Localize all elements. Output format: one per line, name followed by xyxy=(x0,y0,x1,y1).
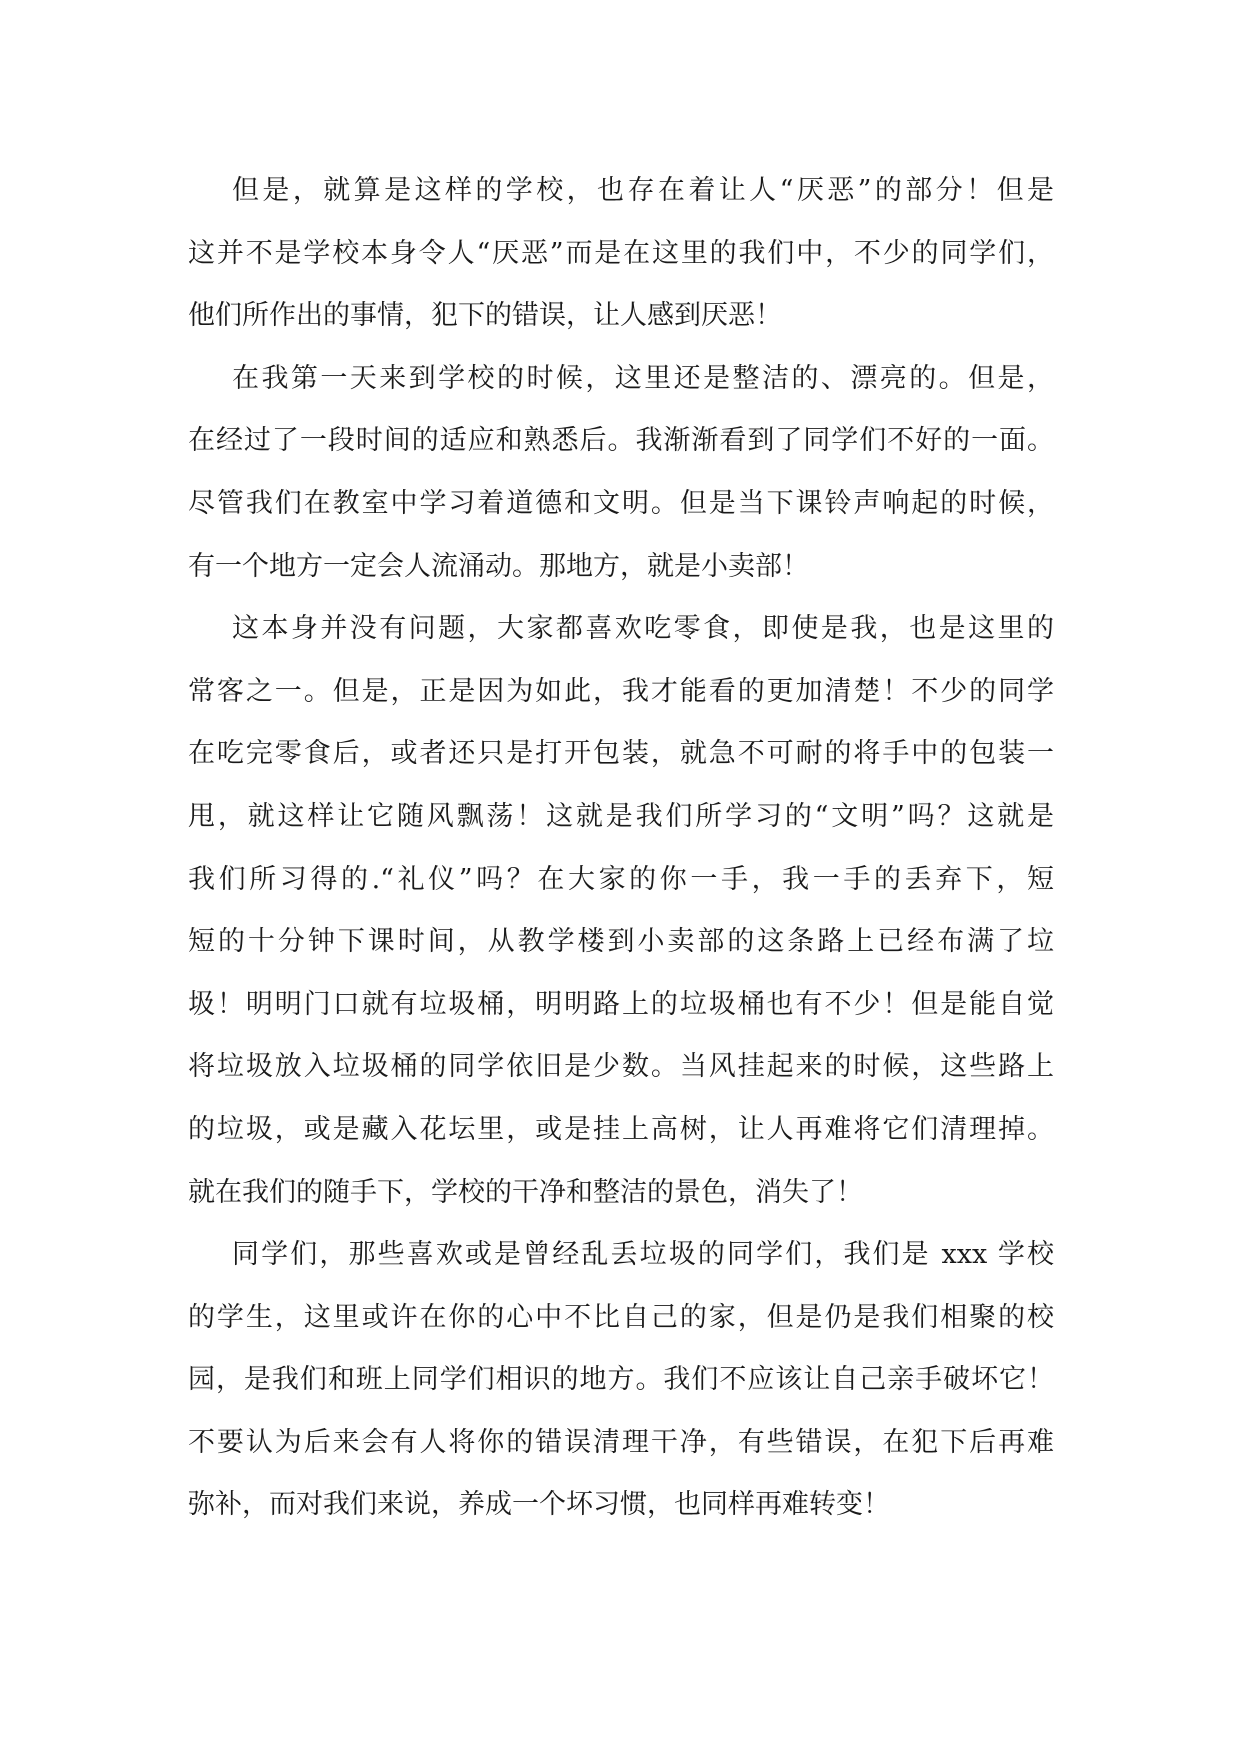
text-line: 甩，就这样让它随风飘荡！这就是我们所学习的“文明”吗？这就是 xyxy=(188,800,1054,832)
text-line: 就在我们的随手下，学校的干净和整洁的景色，消失了！ xyxy=(188,1176,863,1208)
text-line: 我们所习得的.“礼仪”吗？在大家的你一手，我一手的丢弃下，短 xyxy=(188,863,1054,895)
paragraph-3 xyxy=(188,598,1054,1224)
paragraph-2 xyxy=(188,348,1054,598)
text-line: 但是，就算是这样的学校，也存在着让人“厌恶”的部分！但是 xyxy=(232,175,1054,206)
text-line: 同学们，那些喜欢或是曾经乱丢垃圾的同学们，我们是 xxx 学校 xyxy=(232,1239,1054,1271)
text-line: 圾！明明门口就有垃圾桶，明明路上的垃圾桶也有不少！但是能自觉 xyxy=(188,988,1054,1020)
text-line: 短的十分钟下课时间，从教学楼到小卖部的这条路上已经布满了垃 xyxy=(188,926,1054,958)
text-line: 在吃完零食后，或者还只是打开包装，就急不可耐的将手中的包装一 xyxy=(188,738,1054,770)
text-line: 弥补，而对我们来说，养成一个坏习惯，也同样再难转变！ xyxy=(188,1489,890,1521)
paragraph-4 xyxy=(188,1224,1054,1537)
text-line: 常客之一。但是，正是因为如此，我才能看的更加清楚！不少的同学 xyxy=(188,675,1054,707)
text-line: 他们所作出的事情，犯下的错误，让人感到厌恶！ xyxy=(188,300,782,332)
text-line: 园，是我们和班上同学们相识的地方。我们不应该让自己亲手破坏它！ xyxy=(188,1364,1054,1396)
text-line: 尽管我们在教室中学习着道德和文明。但是当下课铃声响起的时候， xyxy=(188,487,1054,519)
document-body xyxy=(188,160,1054,1630)
text-line: 这并不是学校本身令人“厌恶”而是在这里的我们中，不少的同学们， xyxy=(188,237,1054,269)
text-line: 将垃圾放入垃圾桶的同学依旧是少数。当风挂起来的时候，这些路上 xyxy=(188,1051,1054,1083)
text-line: 的学生，这里或许在你的心中不比自己的家，但是仍是我们相聚的校 xyxy=(188,1301,1054,1333)
text-line: 在经过了一段时间的适应和熟悉后。我渐渐看到了同学们不好的一面。 xyxy=(188,425,1054,457)
text-line: 这本身并没有问题，大家都喜欢吃零食，即使是我，也是这里的 xyxy=(232,613,1054,645)
text-line: 在我第一天来到学校的时候，这里还是整洁的、漂亮的。但是， xyxy=(232,362,1054,394)
text-line: 的垃圾，或是藏入花坛里，或是挂上高树，让人再难将它们清理掉。 xyxy=(188,1113,1054,1145)
text-line: 不要认为后来会有人将你的错误清理干净，有些错误，在犯下后再难 xyxy=(188,1426,1054,1458)
paragraph-1 xyxy=(188,160,1054,348)
text-line: 有一个地方一定会人流涌动。那地方，就是小卖部！ xyxy=(188,550,809,582)
